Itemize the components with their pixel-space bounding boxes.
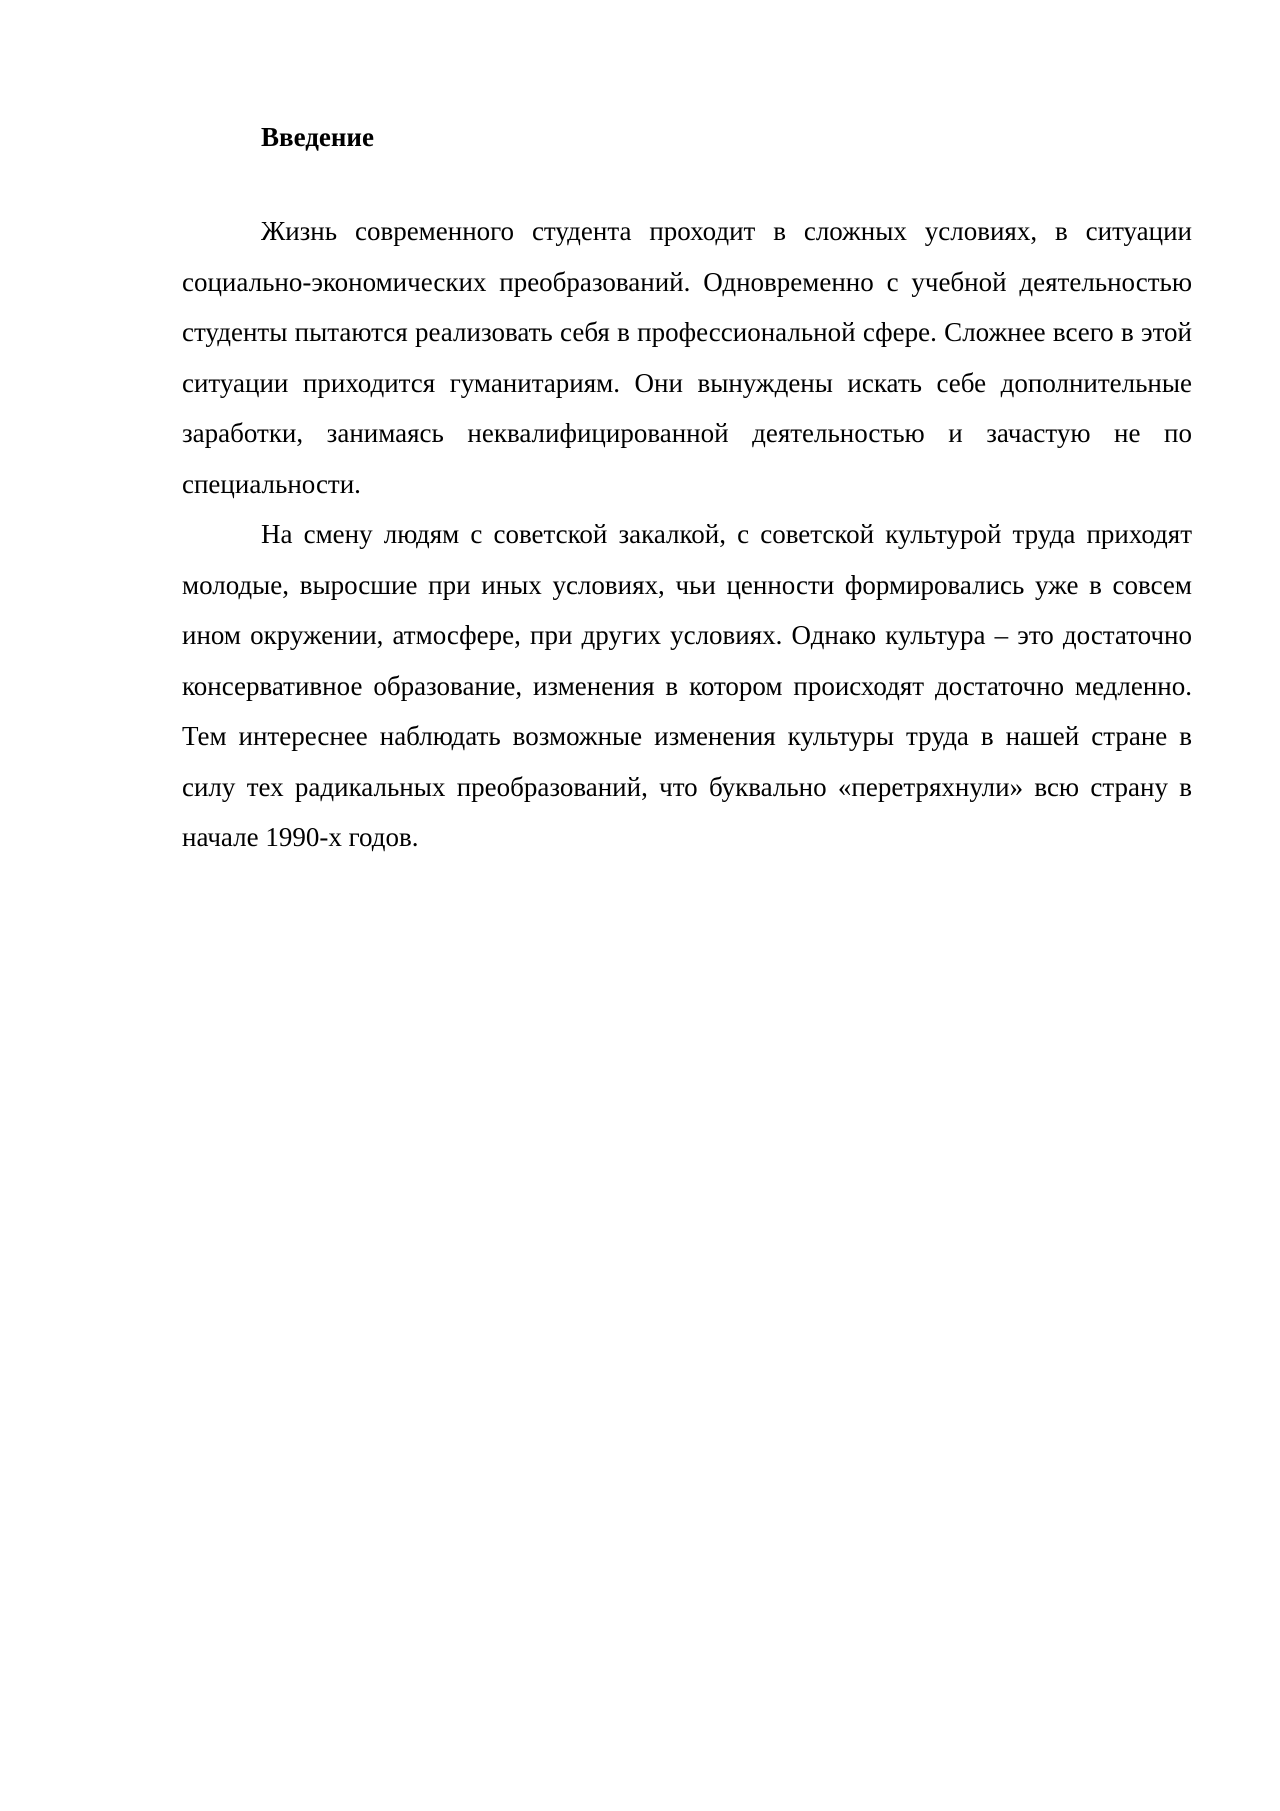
document-body — [182, 112, 1192, 863]
heading-spacer — [182, 162, 1192, 206]
paragraph-1: Жизнь современного студента проходит в сложных условиях, в ситуации социально-экономических преобразований. Одновременно с учебной деятельностью студенты пытаются реализовать себя в профессиональной сфере. Сложнее всего в этой ситуации приходится гуманитариям. Они вынуждены искать себе дополнительные заработки, занимаясь неквалифицированной деятельностью и зачастую не по специальности. — [182, 216, 1192, 499]
section-heading: Введение — [261, 122, 374, 152]
paragraph-2: На смену людям с советской закалкой, с советской культурой труда приходят молодые, выросшие при иных условиях, чьи ценности формировались уже в совсем ином окружении, атмосфере, при других условиях. Однако культура – это достаточно консервативное образование, изменения в котором происходят достаточно медленно. Тем интереснее наблюдать возможные изменения культуры труда в нашей стране в силу тех радикальных преобразований, что буквально «перетряхнули» всю страну в начале 1990-х годов. — [182, 519, 1192, 852]
